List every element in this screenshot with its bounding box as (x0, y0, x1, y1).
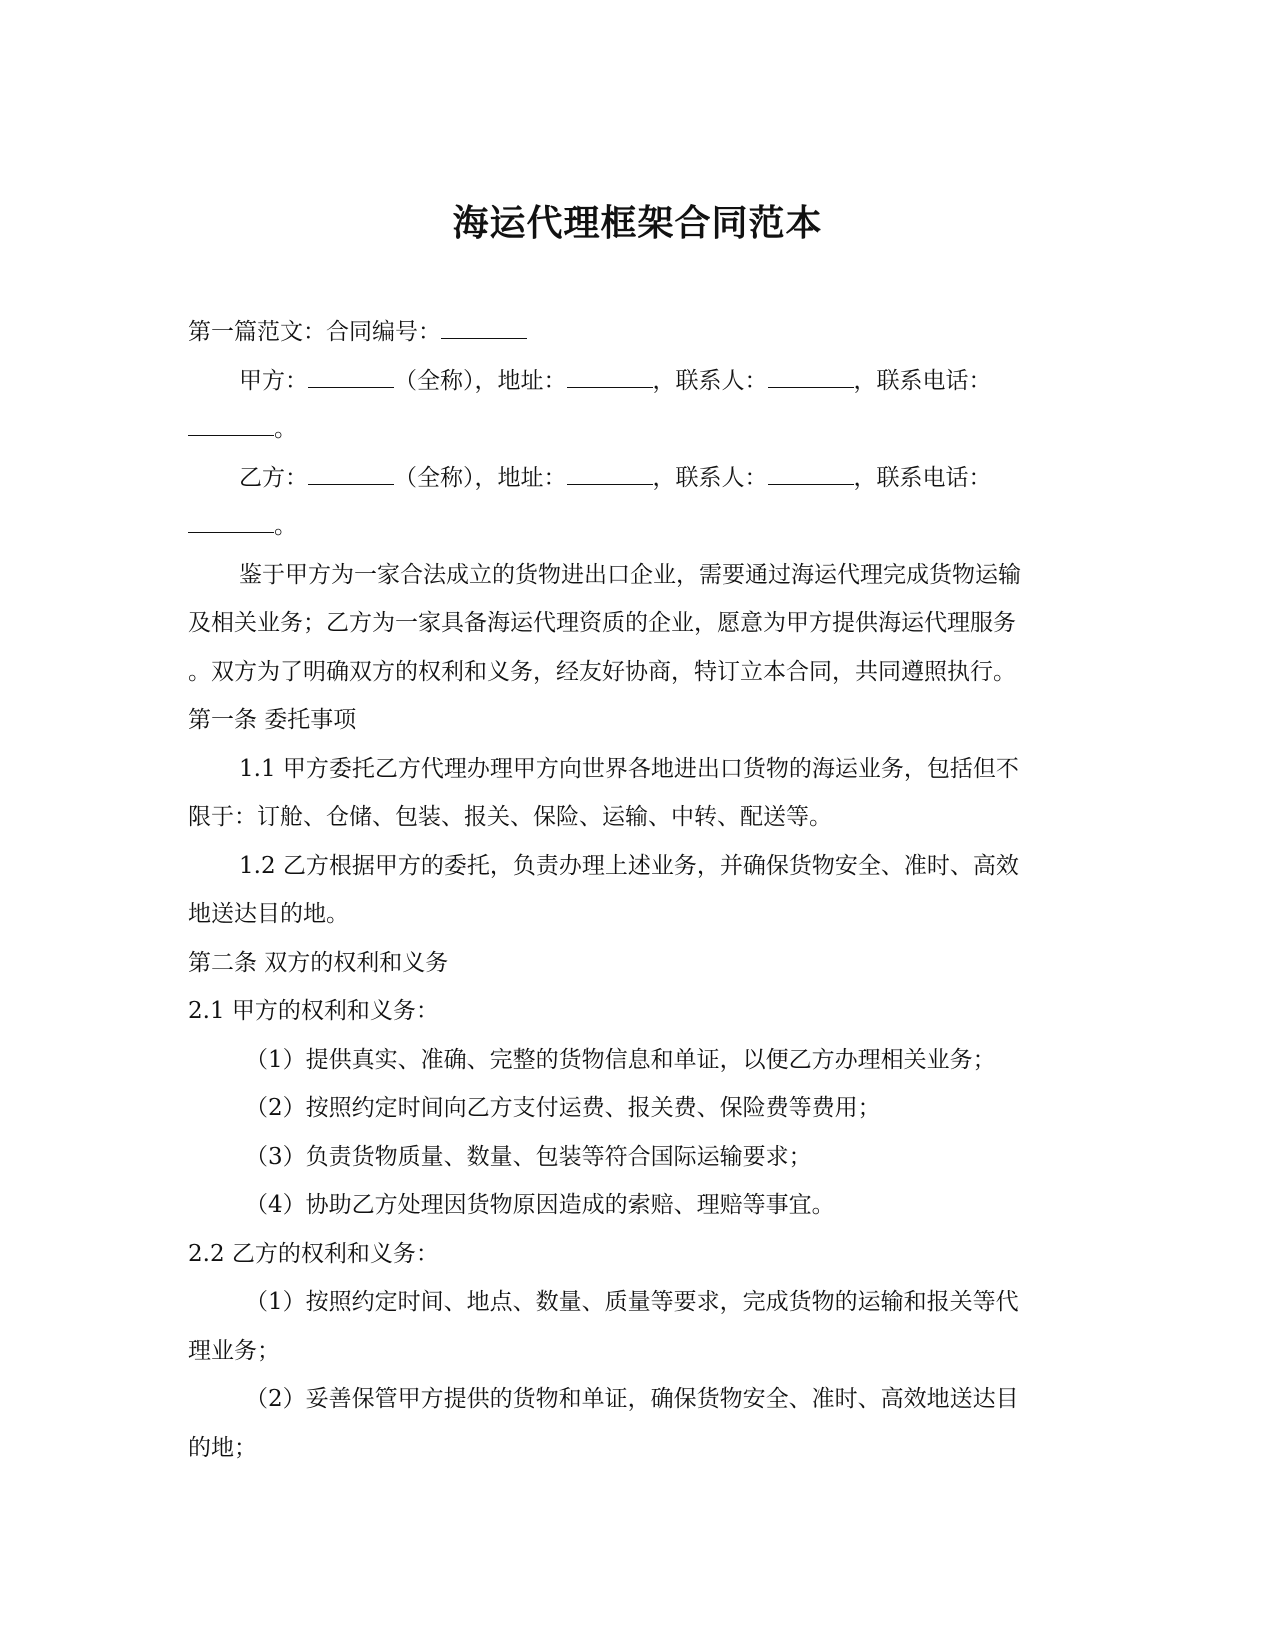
party-b-end: 。 (274, 513, 297, 539)
clause-2-1-item: （3）负责货物质量、数量、包装等符合国际运输要求； (245, 1143, 812, 1170)
party-a-phone-line (188, 405, 1088, 454)
party-b-phone-line (188, 502, 1088, 551)
party-a-contact-blank (768, 365, 854, 388)
party-a-fullname-label: （全称），地址： (394, 367, 567, 394)
contract-number-label: 第一篇范文：合同编号： (188, 319, 441, 345)
clause-2-2-item: （1）按照约定时间、地点、数量、质量等要求，完成货物的运输和报关等代 (245, 1289, 1019, 1315)
party-a-line (188, 357, 1088, 406)
preamble-line: 及相关业务；乙方为一家具备海运代理资质的企业，愿意为甲方提供海运代理服务 (188, 610, 1016, 636)
party-a-phone-blank (188, 413, 274, 436)
party-b-contact-blank (768, 462, 854, 485)
clause-2-1-item: （2）按照约定时间向乙方支付运费、报关费、保险费等费用； (245, 1095, 881, 1121)
clause-2-1-heading: 2.1 甲方的权利和义务： (188, 998, 439, 1024)
party-a-label: 甲方： (239, 367, 308, 394)
preamble-line: 鉴于甲方为一家合法成立的货物进出口企业，需要通过海运代理完成货物运输 (239, 561, 1021, 588)
clause-2-2-heading: 2.2 乙方的权利和义务： (188, 1240, 439, 1267)
party-a-phone-label: ，联系电话： (853, 367, 992, 394)
article-2-heading: 第二条 双方的权利和义务 (188, 949, 449, 976)
party-a-name-blank (308, 365, 394, 388)
clause-2-2-item: （2）妥善保管甲方提供的货物和单证，确保货物安全、准时、高效地送达目 (245, 1386, 1019, 1412)
clause-2-1-item: （1）提供真实、准确、完整的货物信息和单证，以便乙方办理相关业务； (245, 1046, 996, 1073)
clause-2-2-item: 理业务； (188, 1337, 280, 1364)
party-a-end: 。 (274, 416, 297, 442)
party-b-line (188, 454, 1088, 503)
clause-2-2-item: 的地； (188, 1434, 257, 1461)
preamble-line: 。双方为了明确双方的权利和义务，经友好协商，特订立本合同，共同遵照执行。 (188, 658, 1016, 685)
clause-1-1-line: 限于：订舱、仓储、包装、报关、保险、运输、中转、配送等。 (188, 804, 832, 830)
party-b-phone-blank (188, 510, 274, 533)
party-b-contact-label: ，联系人： (652, 464, 768, 491)
clause-2-1-item: （4）协助乙方处理因货物原因造成的索赔、理赔等事宜。 (245, 1192, 835, 1218)
party-b-label: 乙方： (239, 464, 308, 491)
clause-1-2-line: 1.2 乙方根据甲方的委托，负责办理上述业务，并确保货物安全、准时、高效 (239, 852, 1019, 879)
party-b-phone-label: ，联系电话： (853, 464, 992, 491)
party-b-fullname-label: （全称），地址： (394, 464, 567, 491)
contract-number-blank (441, 316, 527, 339)
party-a-address-blank (567, 365, 653, 388)
article-1-heading: 第一条 委托事项 (188, 707, 357, 733)
clause-1-1-line: 1.1 甲方委托乙方代理办理甲方向世界各地进出口货物的海运业务，包括但不 (239, 755, 1019, 782)
clause-1-2-line: 地送达目的地。 (188, 901, 349, 927)
contract-number-line (188, 308, 1088, 357)
party-a-contact-label: ，联系人： (652, 367, 768, 394)
document-body (188, 308, 1088, 1472)
document-title: 海运代理框架合同范本 (452, 202, 823, 244)
party-b-name-blank (308, 462, 394, 485)
party-b-address-blank (567, 462, 653, 485)
